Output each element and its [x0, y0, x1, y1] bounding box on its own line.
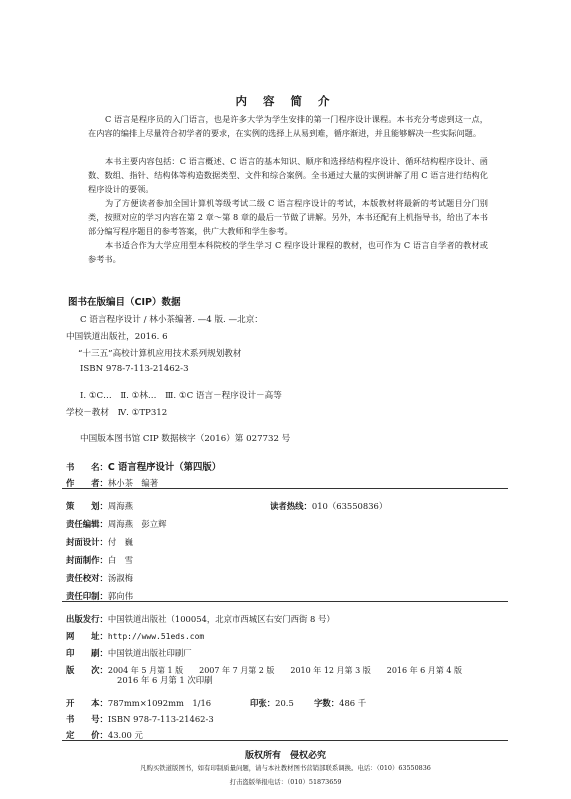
print-value: 郭向伟 [107, 591, 133, 601]
isbn-value: ISBN 978-7-113-21462-3 [107, 714, 214, 724]
intro-paragraph-1: C 语言是程序员的入门语言，也是许多大学为学生安排的第一门程序设计课程。本书充分考虑到这一点，在内容的编排上尽量符合初学者的要求，在实例的选择上从易到难，循序渐进，并且能够解决一些实际问题。 [88, 114, 488, 138]
cip-heading: 图书在版编目（CIP）数据 [68, 297, 181, 308]
printer-label: 印 刷： [66, 648, 108, 658]
words-label: 字数： [314, 698, 340, 708]
sheets-row [250, 691, 294, 710]
cip-line-3: “十三五”高校计算机应用技术系列规划教材 [78, 349, 242, 359]
printer-value: 中国铁道出版社印刷厂 [107, 648, 192, 658]
rights-notice: 版权所有 侵权必究 [244, 751, 326, 761]
sheets-label: 印张： [250, 698, 276, 708]
cip-line-4: ISBN 978-7-113-21462-3 [80, 364, 189, 374]
proof-label: 责任校对： [66, 573, 108, 583]
divider-2 [62, 601, 508, 602]
hotline-row [270, 494, 387, 513]
format-label: 开 本： [66, 698, 108, 708]
piracy-hotline: 打击盗版举报电话：（010）51873659 [229, 778, 342, 786]
cip-line-5: Ⅰ. ①C… Ⅱ. ①林… Ⅲ. ①C 语言－程序设计－高等 [80, 391, 282, 401]
divider-3 [62, 740, 508, 741]
cover-make-label: 封面制作： [66, 555, 108, 565]
book-title-label: 书 名： [66, 462, 108, 472]
cip-line-6: 学校－教材 Ⅳ. ①TP312 [66, 408, 168, 418]
cover-make-row [66, 548, 133, 567]
cover-design-label: 封面设计： [66, 537, 108, 547]
edition-label: 版 次： [66, 665, 108, 675]
format-value: 787mm×1092mm 1/16 [107, 698, 212, 708]
hotline-label: 读者热线： [270, 501, 312, 511]
publisher-label: 出版发行： [66, 614, 108, 624]
cover-design-value: 付 巍 [107, 537, 133, 547]
cover-design-row [66, 530, 133, 549]
words-value: 486 千 [339, 698, 367, 708]
planner-value: 周海燕 [107, 501, 133, 511]
divider-1 [62, 488, 508, 489]
website-label: 网 址： [66, 631, 108, 641]
planner-row [66, 494, 133, 513]
words-row [314, 691, 366, 710]
edition-value-2: 2016 年 6 月第 1 次印刷 [117, 675, 213, 685]
cover-make-value: 白 雪 [107, 555, 133, 565]
cip-line-7: 中国版本图书馆 CIP 数据核字（2016）第 027732 号 [80, 434, 291, 444]
planner-label: 策 划： [66, 501, 108, 511]
cip-line-2: 中国铁道出版社，2016. 6 [66, 332, 168, 342]
editor-label: 责任编辑： [66, 519, 108, 529]
hotline-value: 010（63550836） [311, 501, 388, 511]
website-value: http://www.51eds.com [107, 632, 205, 641]
sheets-value: 20.5 [275, 698, 294, 708]
isbn-label: 书 号： [66, 714, 108, 724]
cip-line-1: C 语言程序设计 / 林小茶编著. —4 版. —北京： [80, 315, 263, 325]
intro-paragraph-3: 为了方便读者参加全国计算机等级考试二级 C 语言程序设计的考试，本版教材将最新的考试题目分门别类，按照对应的学习内容在第 2 章～第 8 章的最后一节做了讲解。另外，本书还配有上机指导书，给出了本书部分编写程序题目的参考答案，供广大教师和学生参考。 [88, 198, 488, 236]
price-label: 定 价： [66, 730, 108, 740]
intro-paragraph-4: 本书适合作为大学应用型本科院校的学生学习 C 程序设计课程的教材，也可作为 C 语言自学者的教材或参考书。 [88, 240, 488, 264]
proof-row [66, 566, 133, 585]
book-title-value: C 语言程序设计（第四版） [107, 462, 222, 473]
print-label: 责任印制： [66, 591, 108, 601]
intro-paragraph-2: 本书主要内容包括：C 语言概述、C 语言的基本知识、顺序和选择结构程序设计、循环结构程序设计、函数、数组、指针、结构体等构造数据类型、文件和综合案例。全书通过大量的实例讲解了用 C 语言进行结构化程序设计的要领。 [88, 156, 488, 194]
publisher-value: 中国铁道出版社（100054，北京市西城区右安门西街 8 号） [107, 614, 335, 624]
price-value: 43.00 元 [107, 730, 143, 740]
book-author-value: 林小茶 编著 [107, 478, 159, 488]
edition-value-1: 2004 年 5 月第 1 版 2007 年 7 月第 2 版 2010 年 12 月第 3 版 2016 年 6 月第 4 版 [107, 666, 462, 675]
editor-row [66, 512, 167, 531]
book-author-label: 作 者： [66, 478, 108, 488]
proof-value: 汤淑梅 [107, 573, 133, 583]
intro-title: 内 容 简 介 [235, 94, 336, 108]
editor-value: 周海燕 彭立辉 [107, 519, 167, 529]
replacement-notice: 凡购买铁道版图书，如有印制质量问题，请与本社教材图书营销部联系调换。电话：（010）63550836 [140, 764, 431, 772]
